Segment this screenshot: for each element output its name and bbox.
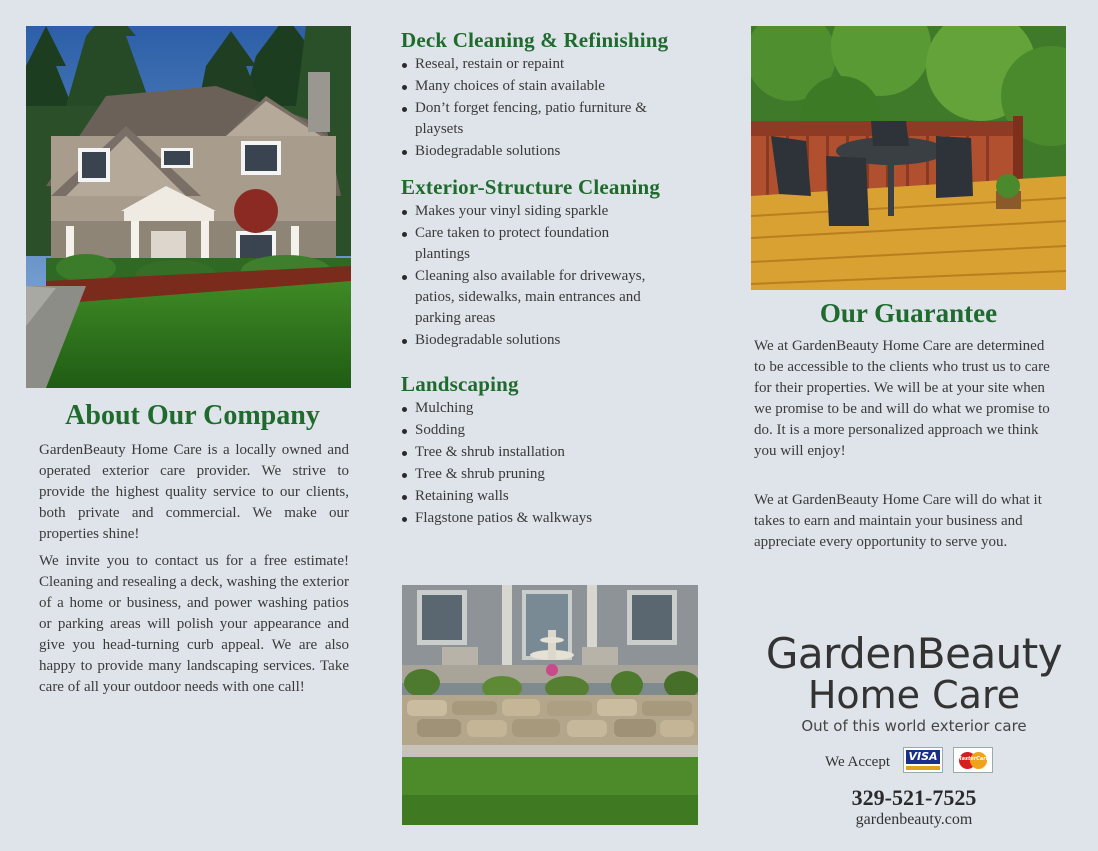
deck-title: Deck Cleaning & Refinishing bbox=[401, 28, 669, 52]
landscaping-title: Landscaping bbox=[401, 372, 519, 396]
list-item: Tree & shrub installation bbox=[401, 442, 701, 463]
exterior-list bbox=[401, 201, 701, 352]
middle-panel bbox=[370, 0, 730, 851]
about-paragraph-2: We invite you to contact us for a free estimate! Cleaning and resealing a deck, washing the exterior of a home or business, and power washing patios or parking areas will polish your appearance and give you head-turning curb appeal. We are also happy to provide many landscaping services. Take care of all your outdoor needs with one call! bbox=[39, 553, 349, 695]
landscaping-list bbox=[401, 398, 701, 530]
brand-tagline: Out of this world exterior care bbox=[801, 717, 1027, 735]
about-paragraph-1: GardenBeauty Home Care is a locally owned and operated exterior care provider. We strive to provide the highest quality service to our clients, both private and commercial. We make our properties shine! bbox=[39, 442, 349, 542]
brand-block bbox=[730, 625, 1098, 845]
list-item: Retaining walls bbox=[401, 486, 701, 507]
about-title: About Our Company bbox=[65, 400, 320, 431]
retaining-wall-photo bbox=[402, 585, 698, 825]
visa-card-icon bbox=[903, 747, 943, 773]
deck-list bbox=[401, 54, 701, 163]
list-item: Many choices of stain available bbox=[401, 76, 701, 97]
website-link[interactable]: gardenbeauty.com bbox=[855, 811, 973, 828]
list-item: Makes your vinyl siding sparkle bbox=[401, 201, 701, 222]
accept-label: We Accept bbox=[825, 754, 891, 770]
brand-name: GardenBeauty bbox=[765, 629, 1063, 678]
list-item: Mulching bbox=[401, 398, 701, 419]
list-item: Sodding bbox=[401, 420, 701, 441]
list-item: Flagstone patios & walkways bbox=[401, 508, 701, 529]
deck-photo bbox=[751, 26, 1066, 290]
mastercard-text: MasterCard bbox=[956, 756, 990, 762]
brand-subname: Home Care bbox=[807, 673, 1021, 717]
guarantee-title: Our Guarantee bbox=[819, 298, 998, 328]
list-item: Don’t forget fencing, patio furniture & playsets bbox=[401, 98, 676, 140]
guarantee-paragraph-1: We at GardenBeauty Home Care are determined to be accessible to the clients who trust us to care for their properties. We will be at your site when we promise to be and will do what we promise to do. It is a more personalized approach we think you will enjoy! bbox=[754, 338, 1050, 459]
exterior-title: Exterior-Structure Cleaning bbox=[401, 175, 661, 199]
guarantee-paragraph-2: We at GardenBeauty Home Care will do what it takes to earn and maintain your business and appreciate every opportunity to serve you. bbox=[754, 492, 1042, 550]
list-item: Care taken to protect foundation plantings bbox=[401, 223, 651, 265]
list-item: Biodegradable solutions bbox=[401, 330, 701, 351]
mastercard-icon bbox=[953, 747, 993, 773]
right-panel bbox=[730, 0, 1098, 851]
phone-number: 329-521-7525 bbox=[851, 785, 977, 810]
house-photo bbox=[26, 26, 351, 388]
visa-text: VISA bbox=[906, 750, 940, 764]
list-item: Reseal, restain or repaint bbox=[401, 54, 701, 75]
list-item: Biodegradable solutions bbox=[401, 141, 701, 162]
left-panel bbox=[0, 0, 370, 851]
list-item: Cleaning also available for driveways, patios, sidewalks, main entrances and parking areas bbox=[401, 266, 676, 329]
list-item: Tree & shrub pruning bbox=[401, 464, 701, 485]
